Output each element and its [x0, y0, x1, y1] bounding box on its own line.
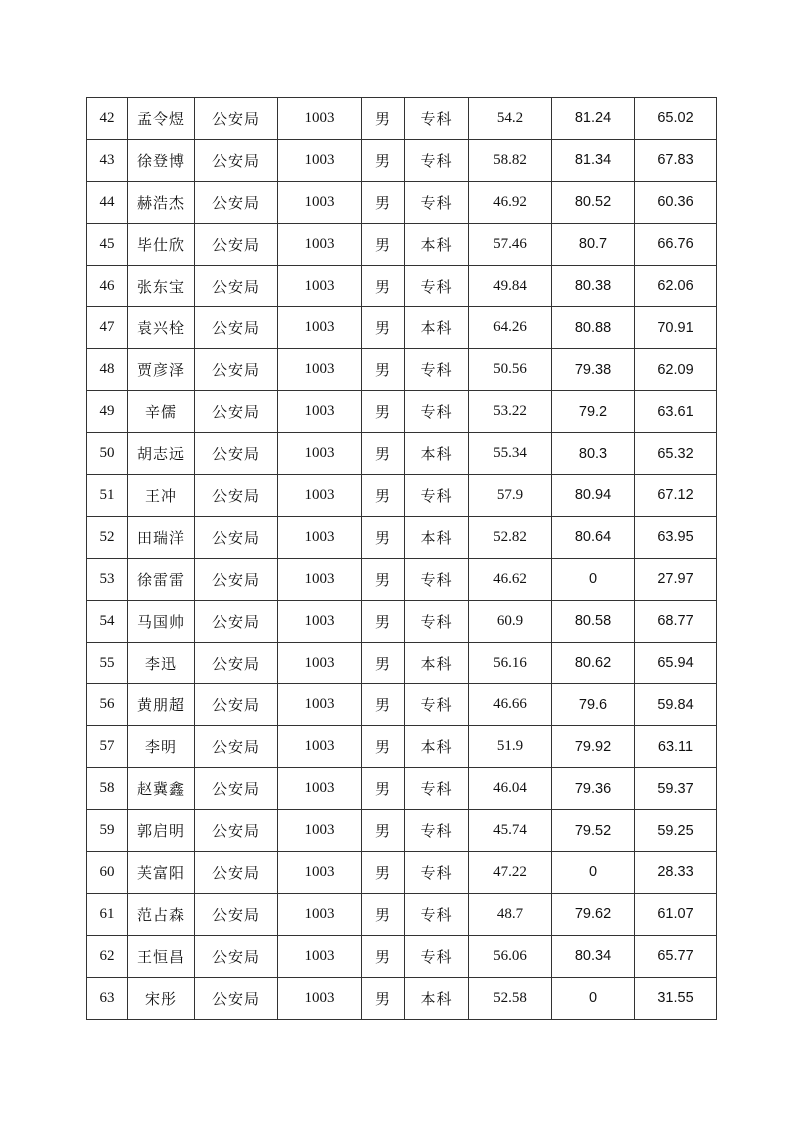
education-cell: 本科	[405, 433, 469, 475]
unit-cell: 公安局	[195, 265, 278, 307]
table-row	[87, 977, 717, 1019]
row-number-cell: 53	[87, 558, 128, 600]
gender-cell: 男	[362, 684, 405, 726]
unit-cell: 公安局	[195, 684, 278, 726]
education-cell: 专科	[405, 349, 469, 391]
interview-score-cell: 0	[552, 558, 635, 600]
interview-score-cell: 80.62	[552, 642, 635, 684]
education-cell: 本科	[405, 977, 469, 1019]
total-score-cell: 67.83	[635, 139, 717, 181]
gender-cell: 男	[362, 265, 405, 307]
education-cell: 专科	[405, 768, 469, 810]
unit-cell: 公安局	[195, 223, 278, 265]
gender-cell: 男	[362, 852, 405, 894]
position-code-cell: 1003	[278, 558, 362, 600]
total-score-cell: 65.02	[635, 98, 717, 140]
unit-cell: 公安局	[195, 893, 278, 935]
total-score-cell: 63.95	[635, 516, 717, 558]
total-score-cell: 27.97	[635, 558, 717, 600]
row-number-cell: 56	[87, 684, 128, 726]
row-number-cell: 50	[87, 433, 128, 475]
table-row	[87, 893, 717, 935]
unit-cell: 公安局	[195, 349, 278, 391]
unit-cell: 公安局	[195, 139, 278, 181]
position-code-cell: 1003	[278, 181, 362, 223]
unit-cell: 公安局	[195, 977, 278, 1019]
unit-cell: 公安局	[195, 307, 278, 349]
gender-cell: 男	[362, 642, 405, 684]
unit-cell: 公安局	[195, 475, 278, 517]
unit-cell: 公安局	[195, 516, 278, 558]
table-row	[87, 600, 717, 642]
unit-cell: 公安局	[195, 391, 278, 433]
name-cell: 徐登博	[128, 139, 195, 181]
row-number-cell: 55	[87, 642, 128, 684]
name-cell: 李明	[128, 726, 195, 768]
position-code-cell: 1003	[278, 433, 362, 475]
gender-cell: 男	[362, 893, 405, 935]
total-score-cell: 62.06	[635, 265, 717, 307]
row-number-cell: 62	[87, 935, 128, 977]
interview-score-cell: 80.7	[552, 223, 635, 265]
position-code-cell: 1003	[278, 349, 362, 391]
written-score-cell: 52.58	[469, 977, 552, 1019]
education-cell: 专科	[405, 475, 469, 517]
unit-cell: 公安局	[195, 852, 278, 894]
written-score-cell: 49.84	[469, 265, 552, 307]
name-cell: 郭启明	[128, 810, 195, 852]
name-cell: 孟令煜	[128, 98, 195, 140]
education-cell: 专科	[405, 893, 469, 935]
gender-cell: 男	[362, 516, 405, 558]
unit-cell: 公安局	[195, 810, 278, 852]
row-number-cell: 49	[87, 391, 128, 433]
total-score-cell: 67.12	[635, 475, 717, 517]
position-code-cell: 1003	[278, 600, 362, 642]
total-score-cell: 70.91	[635, 307, 717, 349]
written-score-cell: 57.46	[469, 223, 552, 265]
table-row	[87, 223, 717, 265]
interview-score-cell: 79.2	[552, 391, 635, 433]
total-score-cell: 60.36	[635, 181, 717, 223]
interview-score-cell: 79.6	[552, 684, 635, 726]
interview-score-cell: 79.36	[552, 768, 635, 810]
interview-score-cell: 80.58	[552, 600, 635, 642]
education-cell: 专科	[405, 600, 469, 642]
position-code-cell: 1003	[278, 265, 362, 307]
name-cell: 贾彦泽	[128, 349, 195, 391]
position-code-cell: 1003	[278, 768, 362, 810]
total-score-cell: 65.94	[635, 642, 717, 684]
interview-score-cell: 0	[552, 852, 635, 894]
written-score-cell: 58.82	[469, 139, 552, 181]
name-cell: 李迅	[128, 642, 195, 684]
table-row	[87, 642, 717, 684]
row-number-cell: 52	[87, 516, 128, 558]
education-cell: 专科	[405, 265, 469, 307]
written-score-cell: 46.62	[469, 558, 552, 600]
interview-score-cell: 0	[552, 977, 635, 1019]
interview-score-cell: 79.52	[552, 810, 635, 852]
row-number-cell: 46	[87, 265, 128, 307]
written-score-cell: 54.2	[469, 98, 552, 140]
gender-cell: 男	[362, 98, 405, 140]
written-score-cell: 56.16	[469, 642, 552, 684]
interview-score-cell: 81.24	[552, 98, 635, 140]
row-number-cell: 54	[87, 600, 128, 642]
interview-score-cell: 80.38	[552, 265, 635, 307]
row-number-cell: 61	[87, 893, 128, 935]
position-code-cell: 1003	[278, 852, 362, 894]
table-row	[87, 852, 717, 894]
unit-cell: 公安局	[195, 98, 278, 140]
written-score-cell: 48.7	[469, 893, 552, 935]
total-score-cell: 28.33	[635, 852, 717, 894]
row-number-cell: 47	[87, 307, 128, 349]
name-cell: 袁兴栓	[128, 307, 195, 349]
written-score-cell: 56.06	[469, 935, 552, 977]
written-score-cell: 57.9	[469, 475, 552, 517]
written-score-cell: 45.74	[469, 810, 552, 852]
row-number-cell: 63	[87, 977, 128, 1019]
total-score-cell: 66.76	[635, 223, 717, 265]
position-code-cell: 1003	[278, 516, 362, 558]
written-score-cell: 53.22	[469, 391, 552, 433]
gender-cell: 男	[362, 935, 405, 977]
position-code-cell: 1003	[278, 893, 362, 935]
row-number-cell: 45	[87, 223, 128, 265]
interview-score-cell: 80.88	[552, 307, 635, 349]
name-cell: 马国帅	[128, 600, 195, 642]
total-score-cell: 65.77	[635, 935, 717, 977]
table-row	[87, 139, 717, 181]
written-score-cell: 46.04	[469, 768, 552, 810]
total-score-cell: 62.09	[635, 349, 717, 391]
interview-score-cell: 79.38	[552, 349, 635, 391]
written-score-cell: 52.82	[469, 516, 552, 558]
table-row	[87, 475, 717, 517]
name-cell: 赵冀鑫	[128, 768, 195, 810]
education-cell: 本科	[405, 223, 469, 265]
unit-cell: 公安局	[195, 768, 278, 810]
total-score-cell: 59.37	[635, 768, 717, 810]
row-number-cell: 48	[87, 349, 128, 391]
row-number-cell: 44	[87, 181, 128, 223]
gender-cell: 男	[362, 223, 405, 265]
written-score-cell: 47.22	[469, 852, 552, 894]
total-score-cell: 65.32	[635, 433, 717, 475]
position-code-cell: 1003	[278, 391, 362, 433]
row-number-cell: 59	[87, 810, 128, 852]
education-cell: 专科	[405, 558, 469, 600]
gender-cell: 男	[362, 475, 405, 517]
interview-score-cell: 80.3	[552, 433, 635, 475]
total-score-cell: 31.55	[635, 977, 717, 1019]
written-score-cell: 46.92	[469, 181, 552, 223]
position-code-cell: 1003	[278, 475, 362, 517]
education-cell: 本科	[405, 726, 469, 768]
table-row	[87, 558, 717, 600]
total-score-cell: 59.25	[635, 810, 717, 852]
gender-cell: 男	[362, 768, 405, 810]
name-cell: 宋彤	[128, 977, 195, 1019]
education-cell: 专科	[405, 391, 469, 433]
interview-score-cell: 80.52	[552, 181, 635, 223]
position-code-cell: 1003	[278, 223, 362, 265]
row-number-cell: 58	[87, 768, 128, 810]
name-cell: 毕仕欣	[128, 223, 195, 265]
gender-cell: 男	[362, 600, 405, 642]
position-code-cell: 1003	[278, 726, 362, 768]
interview-score-cell: 80.94	[552, 475, 635, 517]
score-table	[86, 97, 717, 1020]
row-number-cell: 60	[87, 852, 128, 894]
name-cell: 胡志远	[128, 433, 195, 475]
gender-cell: 男	[362, 558, 405, 600]
table-row	[87, 726, 717, 768]
table-row	[87, 768, 717, 810]
position-code-cell: 1003	[278, 935, 362, 977]
gender-cell: 男	[362, 433, 405, 475]
name-cell: 黄朋超	[128, 684, 195, 726]
education-cell: 专科	[405, 684, 469, 726]
row-number-cell: 43	[87, 139, 128, 181]
unit-cell: 公安局	[195, 600, 278, 642]
unit-cell: 公安局	[195, 181, 278, 223]
name-cell: 张东宝	[128, 265, 195, 307]
table-row	[87, 516, 717, 558]
position-code-cell: 1003	[278, 307, 362, 349]
position-code-cell: 1003	[278, 98, 362, 140]
table-row	[87, 433, 717, 475]
table-row	[87, 349, 717, 391]
unit-cell: 公安局	[195, 935, 278, 977]
education-cell: 本科	[405, 307, 469, 349]
education-cell: 专科	[405, 181, 469, 223]
gender-cell: 男	[362, 349, 405, 391]
position-code-cell: 1003	[278, 810, 362, 852]
name-cell: 芙富阳	[128, 852, 195, 894]
interview-score-cell: 80.64	[552, 516, 635, 558]
written-score-cell: 55.34	[469, 433, 552, 475]
total-score-cell: 59.84	[635, 684, 717, 726]
written-score-cell: 60.9	[469, 600, 552, 642]
gender-cell: 男	[362, 307, 405, 349]
gender-cell: 男	[362, 810, 405, 852]
name-cell: 辛儒	[128, 391, 195, 433]
interview-score-cell: 79.62	[552, 893, 635, 935]
table-row	[87, 265, 717, 307]
table-row	[87, 684, 717, 726]
interview-score-cell: 81.34	[552, 139, 635, 181]
table-row	[87, 935, 717, 977]
name-cell: 赫浩杰	[128, 181, 195, 223]
education-cell: 专科	[405, 98, 469, 140]
gender-cell: 男	[362, 181, 405, 223]
interview-score-cell: 80.34	[552, 935, 635, 977]
gender-cell: 男	[362, 726, 405, 768]
row-number-cell: 42	[87, 98, 128, 140]
education-cell: 专科	[405, 810, 469, 852]
total-score-cell: 63.61	[635, 391, 717, 433]
name-cell: 徐雷雷	[128, 558, 195, 600]
table-row	[87, 391, 717, 433]
position-code-cell: 1003	[278, 139, 362, 181]
gender-cell: 男	[362, 391, 405, 433]
written-score-cell: 46.66	[469, 684, 552, 726]
unit-cell: 公安局	[195, 433, 278, 475]
education-cell: 本科	[405, 516, 469, 558]
table-row	[87, 181, 717, 223]
table-row	[87, 307, 717, 349]
name-cell: 田瑞洋	[128, 516, 195, 558]
table-row	[87, 98, 717, 140]
total-score-cell: 63.11	[635, 726, 717, 768]
education-cell: 专科	[405, 139, 469, 181]
position-code-cell: 1003	[278, 977, 362, 1019]
unit-cell: 公安局	[195, 642, 278, 684]
row-number-cell: 51	[87, 475, 128, 517]
education-cell: 专科	[405, 852, 469, 894]
position-code-cell: 1003	[278, 642, 362, 684]
table-body	[87, 98, 717, 1020]
written-score-cell: 50.56	[469, 349, 552, 391]
written-score-cell: 51.9	[469, 726, 552, 768]
total-score-cell: 68.77	[635, 600, 717, 642]
name-cell: 范占森	[128, 893, 195, 935]
gender-cell: 男	[362, 977, 405, 1019]
written-score-cell: 64.26	[469, 307, 552, 349]
row-number-cell: 57	[87, 726, 128, 768]
name-cell: 王冲	[128, 475, 195, 517]
total-score-cell: 61.07	[635, 893, 717, 935]
interview-score-cell: 79.92	[552, 726, 635, 768]
gender-cell: 男	[362, 139, 405, 181]
table-row	[87, 810, 717, 852]
name-cell: 王恒昌	[128, 935, 195, 977]
education-cell: 本科	[405, 642, 469, 684]
unit-cell: 公安局	[195, 726, 278, 768]
unit-cell: 公安局	[195, 558, 278, 600]
position-code-cell: 1003	[278, 684, 362, 726]
education-cell: 专科	[405, 935, 469, 977]
